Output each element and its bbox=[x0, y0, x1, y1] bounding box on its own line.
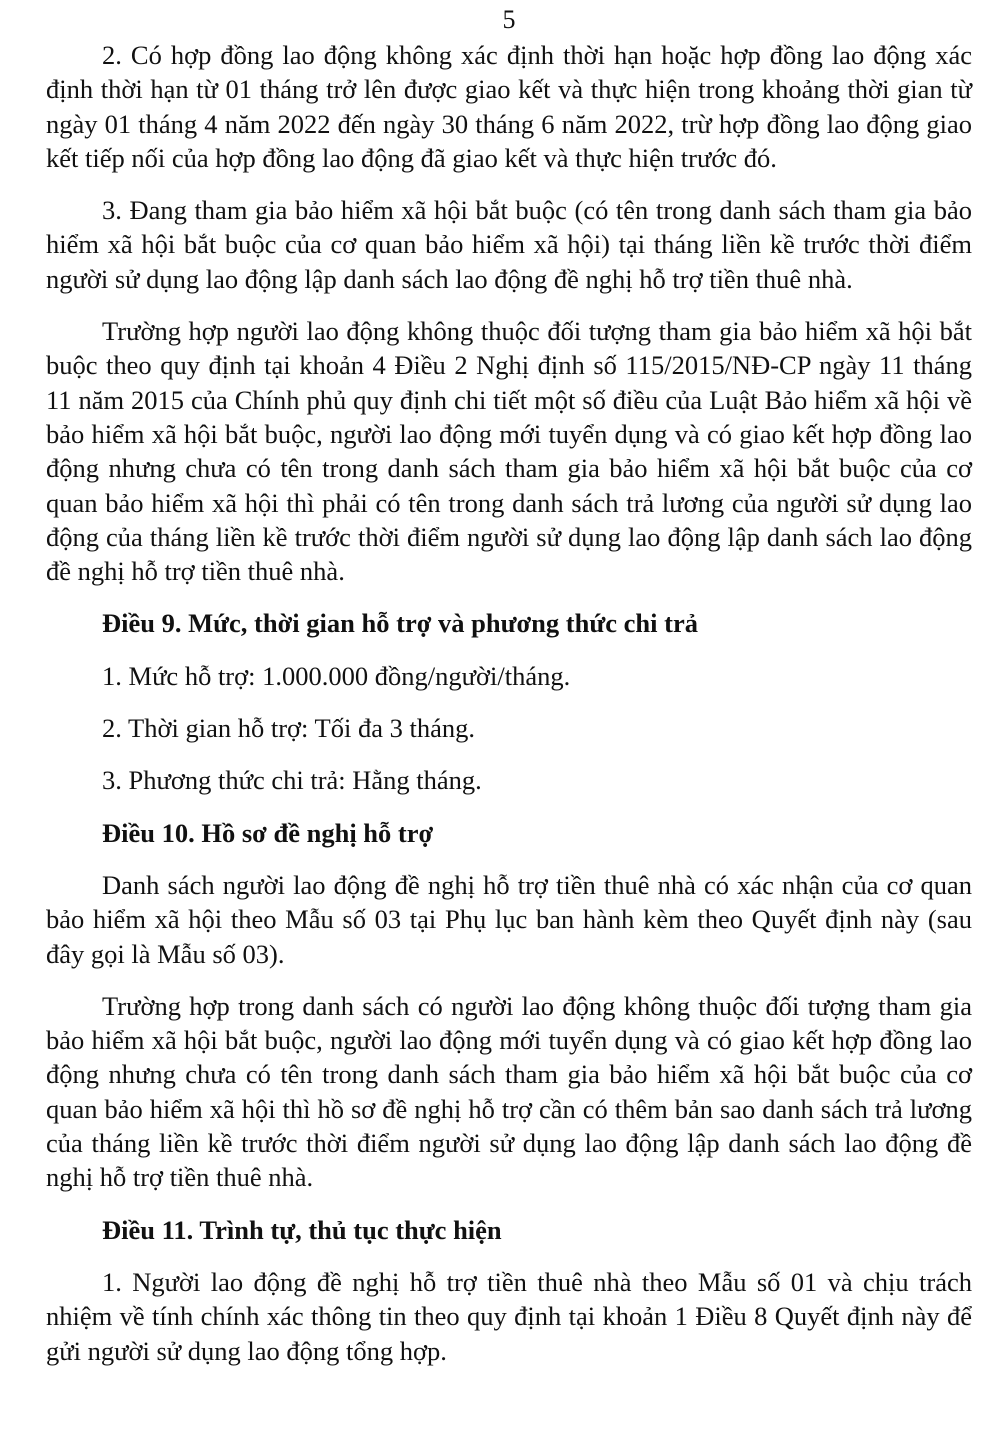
article10-paragraph-1: Danh sách người lao động đề nghị hỗ trợ tiền thuê nhà có xác nhận của cơ quan bảo hiểm xã hội theo Mẫu số 03 tại Phụ lục ban hành kèm theo Quyết định này (sau đây gọi là Mẫu số 03). bbox=[46, 869, 972, 969]
article9-item-1: 1. Mức hỗ trợ: 1.000.000 đồng/người/tháng. bbox=[102, 660, 571, 691]
article9-heading: Điều 9. Mức, thời gian hỗ trợ và phương thức chi trả bbox=[102, 608, 698, 639]
page-number: 5 bbox=[502, 5, 516, 34]
document-page bbox=[46, 4, 972, 1386]
article8-item-2: 2. Có hợp đồng lao động không xác định thời hạn hoặc hợp đồng lao động xác định thời hạn từ 01 tháng trở lên được giao kết và thực hiện trong khoảng thời gian từ ngày 01 tháng 4 năm 2022 đến ngày 30 tháng 6 năm 2022, trừ hợp đồng lao động giao kết tiếp nối của hợp đồng lao động đã giao kết và thực hiện trước đó. bbox=[46, 40, 972, 173]
article11-heading: Điều 11. Trình tự, thủ tục thực hiện bbox=[102, 1214, 502, 1245]
article11-item-1: 1. Người lao động đề nghị hỗ trợ tiền thuê nhà theo Mẫu số 01 và chịu trách nhiệm về tính chính xác thông tin theo quy định tại khoản 1 Điều 8 Quyết định này để gửi người sử dụng lao động tổng hợp. bbox=[46, 1266, 972, 1366]
article8-item-3: 3. Đang tham gia bảo hiểm xã hội bắt buộc (có tên trong danh sách tham gia bảo hiểm xã hội bắt buộc của cơ quan bảo hiểm xã hội) tại tháng liền kề trước thời điểm người sử dụng lao động lập danh sách lao động đề nghị hỗ trợ tiền thuê nhà. bbox=[46, 195, 972, 294]
article9-item-3: 3. Phương thức chi trả: Hằng tháng. bbox=[102, 765, 482, 796]
article8-exception-paragraph: Trường hợp người lao động không thuộc đối tượng tham gia bảo hiểm xã hội bắt buộc theo quy định tại khoản 4 Điều 2 Nghị định số 115/2015/NĐ-CP ngày 11 tháng 11 năm 2015 của Chính phủ quy định chi tiết một số điều của Luật Bảo hiểm xã hội về bảo hiểm xã hội bắt buộc, người lao động mới tuyển dụng và có giao kết hợp đồng lao động nhưng chưa có tên trong danh sách tham gia bảo hiểm xã hội bắt buộc của cơ quan bảo hiểm xã hội thì phải có tên trong danh sách trả lương của người sử dụng lao động của tháng liền kề trước thời điểm người sử dụng lao động lập danh sách lao động đề nghị hỗ trợ tiền thuê nhà. bbox=[46, 316, 972, 587]
article9-item-2: 2. Thời gian hỗ trợ: Tối đa 3 tháng. bbox=[102, 713, 475, 744]
article10-paragraph-2: Trường hợp trong danh sách có người lao động không thuộc đối tượng tham gia bảo hiểm xã hội bắt buộc, người lao động mới tuyển dụng và có giao kết hợp đồng lao động nhưng chưa có tên trong danh sách tham gia bảo hiểm xã hội bắt buộc của cơ quan bảo hiểm xã hội thì hồ sơ đề nghị hỗ trợ cần có thêm bản sao danh sách trả lương của tháng liền kề trước thời điểm người sử dụng lao động lập danh sách lao động đề nghị hỗ trợ tiền thuê nhà. bbox=[46, 990, 972, 1193]
article10-heading: Điều 10. Hồ sơ đề nghị hỗ trợ bbox=[102, 817, 434, 848]
